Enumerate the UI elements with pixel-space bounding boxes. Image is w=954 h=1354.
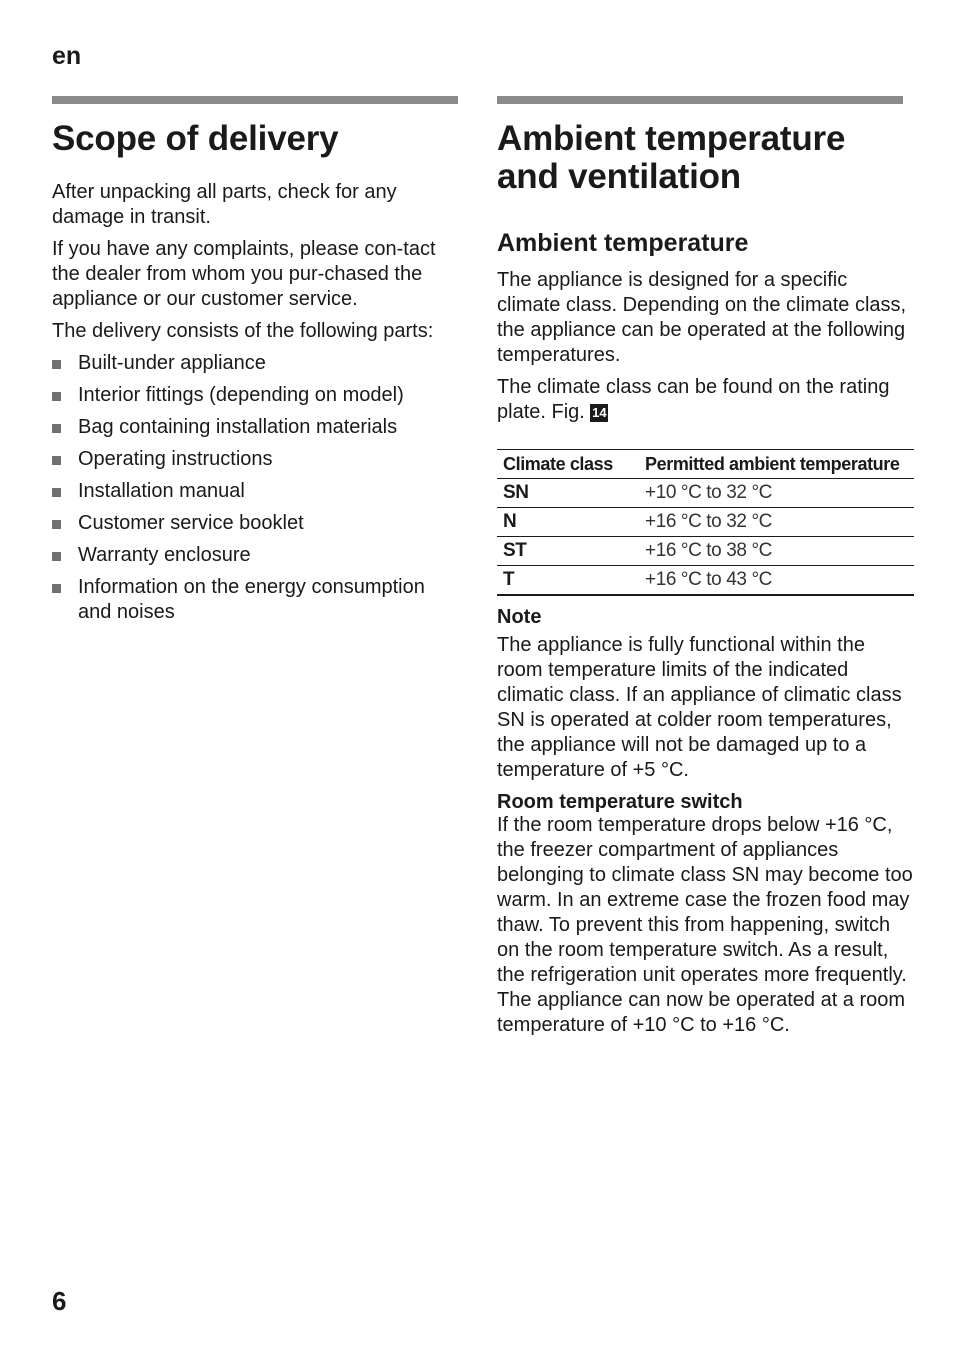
square-bullet-icon [52,392,61,401]
list-item: Information on the energy consumption and noises [52,575,458,625]
list-item: Bag containing installation materials [52,415,458,440]
note-heading: Note [497,606,542,628]
ambient-temperature-section [497,96,914,1045]
table-row [497,566,914,596]
temperature-range-cell: +16 °C to 32 °C [639,508,914,537]
delivery-items-list [52,351,458,625]
paragraph: After unpacking all parts, check for any damage in transit. [52,181,397,228]
square-bullet-icon [52,360,61,369]
climate-class-cell: SN [497,479,639,508]
list-item: Built-under appliance [52,351,458,376]
column-header: Climate class [497,450,639,479]
table-row [497,479,914,508]
square-bullet-icon [52,552,61,561]
subsection-title: Ambient temperature [497,229,749,257]
list-item: Installation manual [52,479,458,504]
section-rule [497,96,903,104]
list-item: Customer service booklet [52,511,458,536]
square-bullet-icon [52,584,61,593]
section-title: Scope of delivery [52,119,339,158]
square-bullet-icon [52,424,61,433]
table-row [497,537,914,566]
climate-class-cell: N [497,508,639,537]
paragraph: The climate class can be found on the rating plate. Fig. 14 [497,376,890,423]
column-header: Permitted ambient temperature [639,450,914,479]
temperature-range-cell: +10 °C to 32 °C [639,479,914,508]
list-item: Warranty enclosure [52,543,458,568]
note-text: The appliance is fully functional within the room temperature limits of the indicated climatic class. If an appliance of climatic class SN is operated at colder room temperatures, the appliance will not be damaged up to a temperature of +5 °C. [497,634,902,781]
language-code: en [52,42,82,70]
list-item: Interior fittings (depending on model) [52,383,458,408]
list-item: Operating instructions [52,447,458,472]
square-bullet-icon [52,520,61,529]
paragraph: If you have any complaints, please con-tact the dealer from whom you pur-chased the appliance or our customer service. [52,238,436,310]
square-bullet-icon [52,456,61,465]
climate-class-table [497,449,914,596]
room-temperature-switch-text: If the room temperature drops below +16 °C, the freezer compartment of appliances belonging to climate class SN may become too warm. In an extreme case the frozen food may thaw. To prevent this from happening, switch on the room temperature switch. As a result, the refrigeration unit operates more frequently. The appliance can now be operated at a room temperature of +10 °C to +16 °C. [497,814,913,1036]
climate-class-cell: ST [497,537,639,566]
section-rule [52,96,458,104]
scope-of-delivery-section [52,96,458,632]
figure-reference-icon: 14 [592,405,607,420]
climate-class-cell: T [497,566,639,596]
paragraph: The appliance is designed for a specific climate class. Depending on the climate class, the appliance can be operated at the following temperatures. [497,269,907,366]
paragraph: The delivery consists of the following parts: [52,320,434,342]
temperature-range-cell: +16 °C to 43 °C [639,566,914,596]
table-header-row [497,450,914,479]
square-bullet-icon [52,488,61,497]
room-temperature-switch-heading: Room temperature switch [497,791,743,813]
page-number: 6 [52,1286,67,1316]
section-title: Ambient temperature and ventilation [497,119,846,196]
table-row [497,508,914,537]
temperature-range-cell: +16 °C to 38 °C [639,537,914,566]
